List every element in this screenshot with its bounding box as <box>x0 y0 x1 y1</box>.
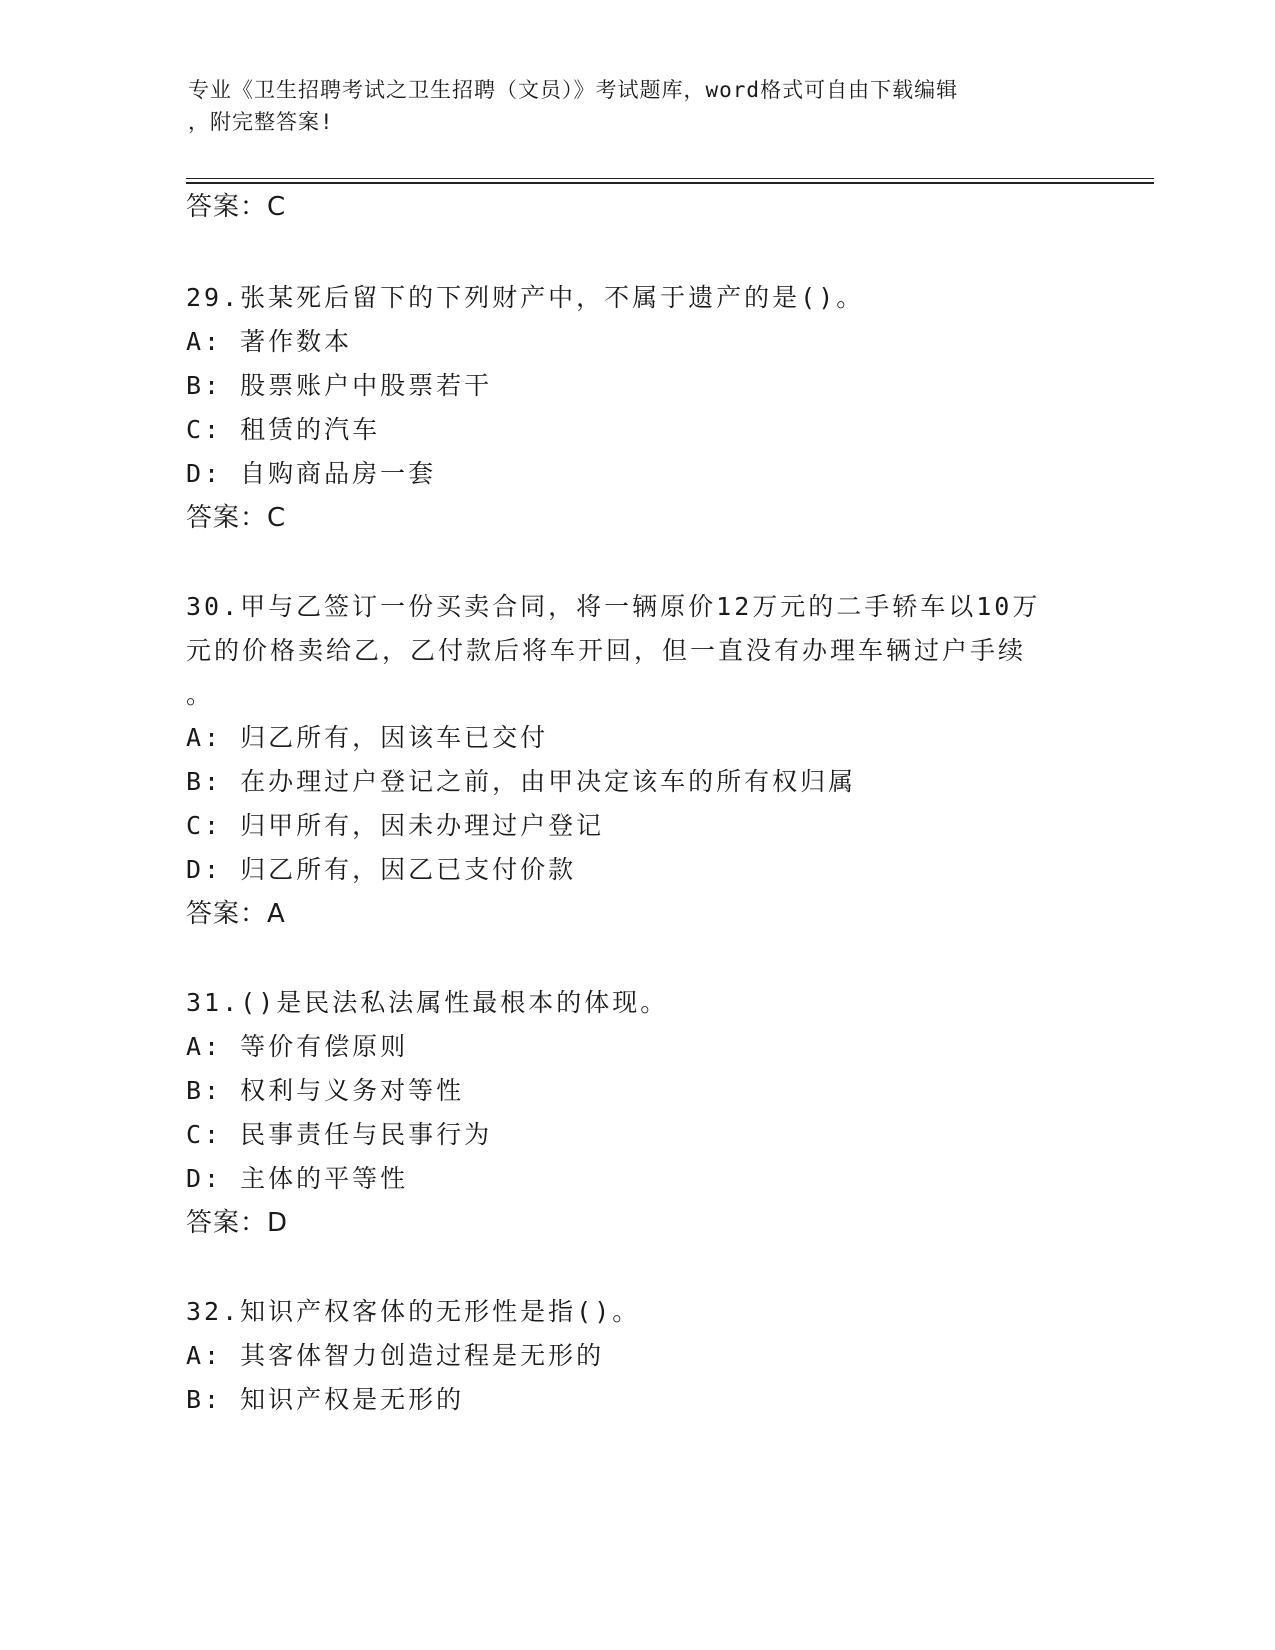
question-31-option-c: C: 民事责任与民事行为 <box>186 1120 493 1149</box>
question-31-option-d: D: 主体的平等性 <box>186 1164 409 1193</box>
header-line-1: 专业《卫生招聘考试之卫生招聘（文员）》考试题库，word格式可自由下载编辑 <box>188 78 959 102</box>
question-29-option-c: C: 租赁的汽车 <box>186 415 381 444</box>
answer-q29: 答案：C <box>186 503 287 533</box>
question-30-option-d: D: 归乙所有，因乙已支付价款 <box>186 855 577 884</box>
header-rule-top <box>186 178 1154 179</box>
question-29-option-b: B: 股票账户中股票若干 <box>186 371 493 400</box>
question-31-stem: 31.()是民法私法属性最根本的体现。 <box>186 988 669 1017</box>
question-30-option-b: B: 在办理过户登记之前，由甲决定该车的所有权归属 <box>186 767 857 796</box>
question-30-stem-line-1: 30.甲与乙签订一份买卖合同，将一辆原价12万元的二手轿车以10万 <box>186 592 1041 621</box>
question-31-option-a: A: 等价有偿原则 <box>186 1032 409 1061</box>
answer-q30: 答案：A <box>186 899 286 929</box>
document-header <box>188 74 1068 138</box>
question-30-option-c: C: 归甲所有，因未办理过户登记 <box>186 811 605 840</box>
question-31-option-b: B: 权利与义务对等性 <box>186 1076 465 1105</box>
question-30-stem-line-3: 。 <box>186 680 215 709</box>
question-32-option-a: A: 其客体智力创造过程是无形的 <box>186 1341 605 1370</box>
question-32-stem: 32.知识产权客体的无形性是指()。 <box>186 1297 641 1326</box>
question-30-stem-line-2: 元的价格卖给乙，乙付款后将车开回，但一直没有办理车辆过户手续 <box>186 636 1027 665</box>
answer-q31: 答案：D <box>186 1208 289 1238</box>
question-29-option-d: D: 自购商品房一套 <box>186 459 437 488</box>
question-29-option-a: A: 著作数本 <box>186 327 353 356</box>
question-30-option-a: A: 归乙所有，因该车已交付 <box>186 723 549 752</box>
answer-q28: 答案：C <box>186 192 287 222</box>
question-29-stem: 29.张某死后留下的下列财产中，不属于遗产的是()。 <box>186 283 865 312</box>
header-rule-bottom <box>186 182 1154 184</box>
header-line-2: ，附完整答案! <box>188 110 334 134</box>
question-32-option-b: B: 知识产权是无形的 <box>186 1385 465 1414</box>
